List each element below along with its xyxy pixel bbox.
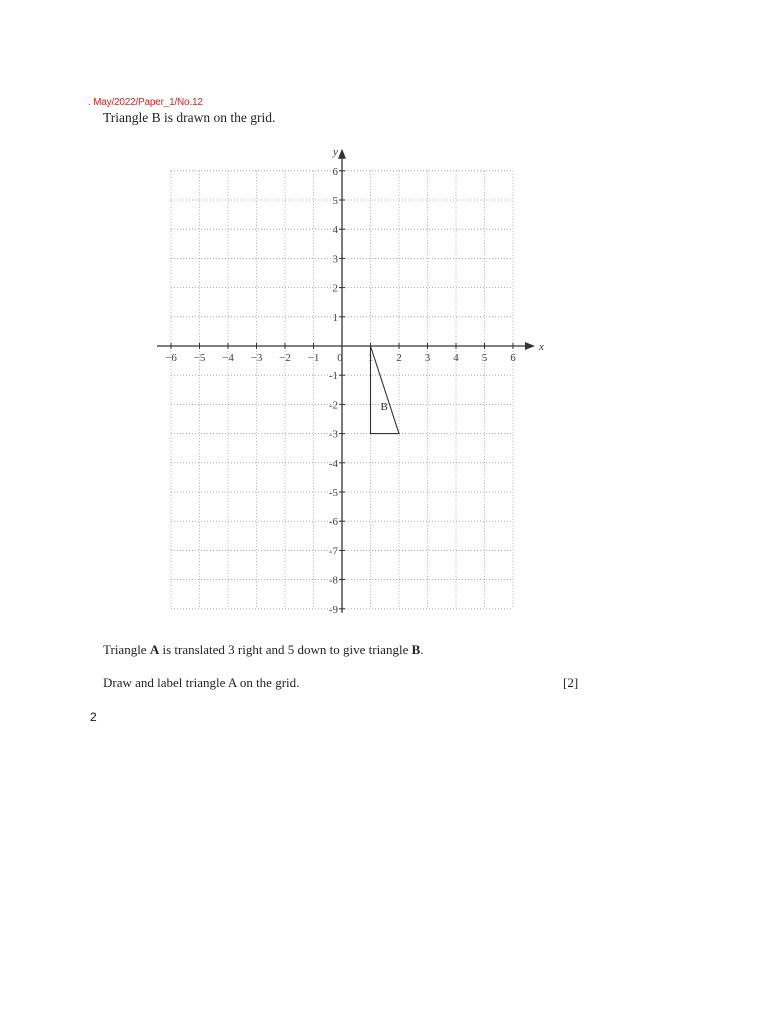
y-axis-arrow [338,149,346,159]
x-tick-label: −4 [222,352,234,364]
y-tick-label: -2 [328,399,338,412]
y-tick-label: -3 [328,428,338,441]
y-tick-label: -6 [328,516,338,529]
y-tick-label: 2 [332,282,338,295]
y-tick-label: 5 [332,195,338,207]
x-tick-label: 6 [510,352,516,364]
x-tick-label: 3 [424,352,431,364]
x-tick-label: 5 [481,352,488,364]
triangle-b-ref: B [411,642,421,657]
x-tick-label: 0 [337,352,343,364]
statement-text-2: is translated 3 right and 5 down to give triangle [159,642,412,657]
statement-text-3: . [420,642,424,657]
y-axis-label: y [333,145,338,158]
y-tick-label: -8 [328,574,338,587]
y-tick-label: -7 [328,545,338,558]
x-tick-label: −3 [250,352,263,364]
y-tick-label: -5 [328,487,338,499]
triangle-b-label: B [380,401,388,414]
triangle-a-ref: A [149,642,160,657]
question-reference: . May/2022/Paper_1/No.12 [88,97,203,108]
x-tick-label: −5 [193,352,206,364]
question-intro: Triangle B is drawn on the grid. [103,110,276,125]
triangle-b [371,346,400,434]
y-tick-label: -9 [328,603,338,616]
statement-text-1: Triangle [103,642,150,657]
y-tick-label: 4 [332,224,338,237]
x-axis-arrow [525,342,535,350]
x-tick-label: −6 [165,352,177,364]
marks-allocation: [2] [563,675,579,690]
x-axis-label: x [539,341,544,353]
y-tick-label: 1 [332,311,338,324]
x-tick-label: 4 [453,352,459,364]
x-tick-label: 2 [396,352,402,364]
x-tick-label: 1 [367,352,374,364]
y-tick-label: 6 [332,165,338,178]
task-instruction: Draw and label triangle A on the grid. [103,675,300,690]
x-tick-label: −2 [279,352,291,364]
y-tick-label: -4 [328,457,338,470]
y-tick-label: 3 [332,253,338,266]
x-tick-label: −1 [307,352,320,364]
page-number: 2 [90,710,97,724]
y-tick-label: -1 [328,370,338,383]
translation-statement [103,642,424,658]
